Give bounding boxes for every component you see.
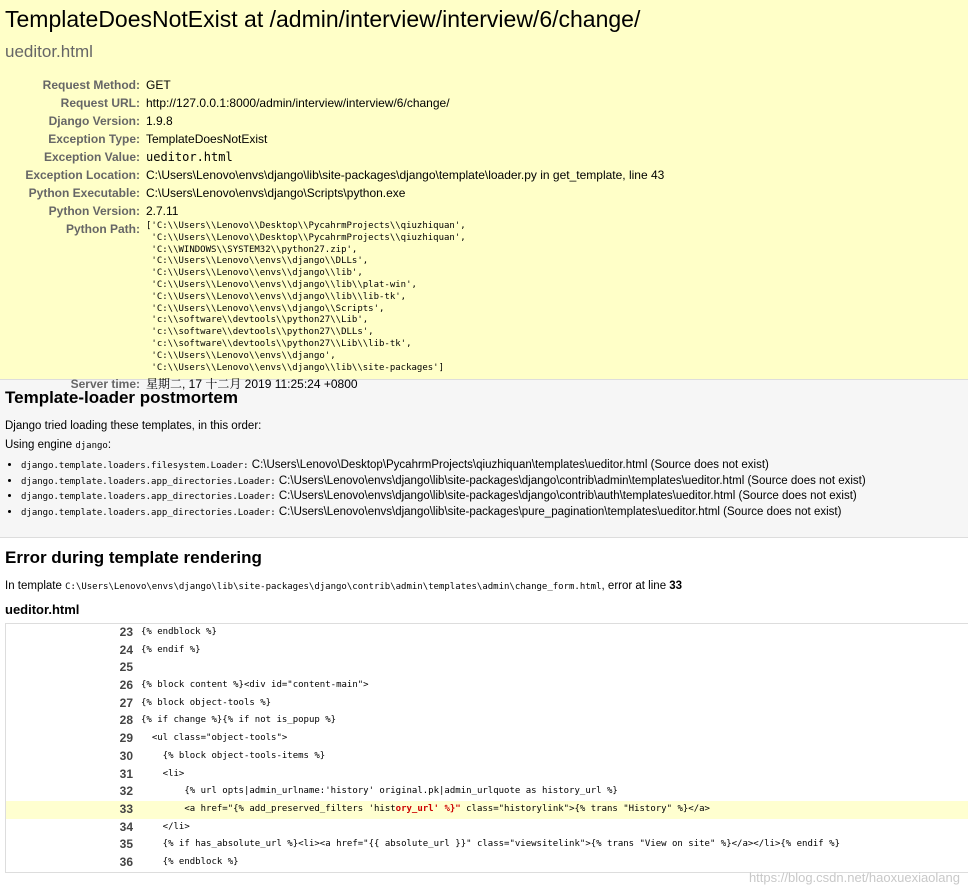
meta-value [146, 220, 664, 375]
template-loader-postmortem [0, 380, 968, 538]
source-line [6, 677, 968, 695]
loader-name: django.template.loaders.app_directories.Loader: [21, 476, 276, 487]
meta-label: Server time: [70, 377, 140, 392]
meta-label: Django Version: [48, 114, 140, 128]
line-code: {% endif %} [141, 644, 201, 655]
source-line [6, 819, 968, 837]
source-line [6, 730, 968, 748]
meta-value: C:\Users\Lenovo\envs\django\Scripts\python.exe [146, 186, 406, 200]
meta-row [5, 220, 664, 375]
line-code: {% if change %}{% if not is_popup %} [141, 715, 337, 726]
line-code: <li> [141, 768, 185, 779]
source-line [6, 766, 968, 784]
meta-label: Python Executable: [28, 186, 140, 200]
code-before: <a href="{% add_preserved_filters 'hist [141, 803, 396, 814]
meta-row [5, 130, 664, 148]
line-code: </li> [141, 821, 190, 832]
line-number: 30 [119, 748, 133, 763]
template-error-section [0, 538, 968, 873]
meta-row [5, 76, 664, 94]
template-error-location [5, 580, 968, 592]
line-number: 29 [119, 731, 133, 746]
meta-value: ueditor.html [146, 150, 233, 164]
line-number: 36 [119, 854, 133, 869]
template-source-heading: ueditor.html [5, 602, 80, 617]
template-source-listing[interactable] [5, 623, 968, 873]
line-number: 26 [119, 678, 133, 693]
meta-value: C:\Users\Lenovo\envs\django\lib\site-packages\django\template\loader.py in get_template, line 43 [146, 168, 665, 182]
python-path-list: ['C:\\Users\\Lenovo\\Desktop\\PycahrmProjects\\qiuzhiquan', 'C:\\Users\\Lenovo\\Desktop\\PycahrmProjects\\qiuzhiquan', 'C:\\WINDOWS\\SYSTEM32\\python27.zip', 'C:\\Users\\Lenovo\\envs\\django\\DLLs', 'C:\\Users\\Lenovo\\envs\\django\\lib', 'C:\\Users\\Lenovo\\envs\\django\\lib\\plat-win', 'C:\\Users\\Lenovo\\envs\\django\\lib\\lib-tk', 'C:\\Users\\Lenovo\\envs\\django\\Scripts', 'c:\\software\\devtools\\python27\\Lib', 'c:\\software\\devtools\\python27\\DLLs', 'c:\\software\\devtools\\python27\\Lib\\lib-tk', 'C:\\Users\\Lenovo\\envs\\django', 'C:\\Users\\Lenovo\\envs\\django\\lib\\site-packages'] [146, 221, 466, 373]
line-code: {% url opts|admin_urlname:'history' original.pk|admin_urlquote as history_url %} [141, 786, 618, 797]
loader-list [5, 458, 968, 520]
meta-row [5, 202, 664, 220]
meta-value: 2.7.11 [146, 204, 179, 218]
source-line [6, 854, 968, 872]
line-code: {% endblock %} [141, 627, 217, 637]
line-number: 33 [119, 801, 133, 816]
meta-label: Python Path: [66, 222, 140, 236]
watermark-text: https://blog.csdn.net/haoxuexiaolang [748, 870, 960, 885]
meta-value: GET [146, 78, 171, 92]
loader-name: django.template.loaders.app_directories.Loader: [21, 507, 276, 518]
line-code [141, 801, 710, 819]
summary-panel [0, 0, 968, 392]
page-title: TemplateDoesNotExist at /admin/interview/interview/6/change/ [5, 6, 641, 32]
postmortem-intro: Django tried loading these templates, in this order: [5, 420, 262, 432]
list-item [21, 505, 968, 521]
meta-label: Exception Type: [48, 132, 140, 146]
code-after: class="historylink">{% trans "History" %}</a> [460, 803, 710, 814]
line-code: <ul class="object-tools"> [141, 733, 288, 744]
loader-path: C:\Users\Lenovo\envs\django\lib\site-packages\pure_pagination\templates\ueditor.html (Source does not exist) [278, 505, 842, 518]
line-code: {% if has_absolute_url %}<li><a href="{{ absolute_url }}" class="viewsitelink">{% trans "View on site" %}</a></li>{% endif %} [141, 839, 840, 850]
error-line-number: 33 [669, 580, 683, 592]
line-code: {% endblock %} [141, 856, 239, 867]
meta-value: 1.9.8 [146, 114, 173, 128]
request-meta-table [5, 76, 664, 393]
meta-label: Request Method: [42, 78, 140, 92]
meta-label: Python Version: [48, 204, 140, 218]
template-error-heading: Error during template rendering [5, 548, 262, 567]
source-line [6, 659, 968, 677]
error-highlight: ory_url' %}" [395, 803, 461, 814]
line-number: 23 [119, 625, 133, 639]
engine-line [5, 439, 968, 451]
source-line [6, 783, 968, 801]
meta-value: TemplateDoesNotExist [146, 132, 268, 146]
engine-name: django [75, 441, 108, 451]
error-at-label: , error at line [601, 580, 670, 592]
engine-prefix: Using engine [5, 439, 76, 451]
in-template-label: In template [5, 580, 66, 592]
meta-label: Request URL: [60, 96, 140, 110]
source-line [6, 695, 968, 713]
list-item [21, 458, 968, 474]
meta-row [5, 94, 664, 112]
loader-name: django.template.loaders.app_directories.Loader: [21, 492, 276, 502]
list-item [21, 489, 968, 505]
line-number: 24 [119, 642, 133, 657]
line-number: 34 [119, 819, 133, 834]
source-line [6, 836, 968, 854]
line-number: 32 [119, 784, 133, 799]
source-line [6, 748, 968, 766]
loader-path: C:\Users\Lenovo\Desktop\PycahrmProjects\qiuzhiquan\templates\ueditor.html (Source does not exist) [251, 459, 769, 471]
meta-row [5, 184, 664, 202]
meta-label: Exception Value: [43, 150, 140, 164]
source-line-error [6, 801, 968, 819]
meta-row [5, 166, 664, 184]
source-line [6, 642, 968, 660]
line-code: {% block object-tools-items %} [141, 750, 326, 761]
meta-row [5, 112, 664, 130]
meta-label: Exception Location: [25, 168, 140, 182]
line-number: 28 [119, 713, 133, 728]
line-code: {% block object-tools %} [141, 697, 272, 708]
engine-suffix: : [107, 439, 112, 451]
meta-value: http://127.0.0.1:8000/admin/interview/interview/6/change/ [146, 96, 450, 110]
line-number: 27 [119, 695, 133, 710]
source-line [6, 624, 968, 642]
loader-path: C:\Users\Lenovo\envs\django\lib\site-packages\django\contrib\admin\templates\ueditor.html (Source does not exist) [278, 474, 866, 487]
line-code: {% block content %}<div id="content-main"> [141, 680, 369, 691]
loader-name: django.template.loaders.filesystem.Loader: [21, 461, 249, 471]
source-line [6, 712, 968, 730]
postmortem-heading: Template-loader postmortem [5, 388, 239, 407]
page-subtitle: ueditor.html [5, 42, 93, 61]
loader-path: C:\Users\Lenovo\envs\django\lib\site-packages\django\contrib\auth\templates\ueditor.html (Source does not exist) [278, 490, 857, 502]
line-number: 25 [119, 660, 133, 675]
line-number: 31 [119, 766, 133, 781]
line-number: 35 [119, 837, 133, 852]
meta-row [5, 148, 664, 166]
meta-value: 星期二, 17 十二月 2019 11:25:24 +0800 [146, 377, 358, 392]
list-item [21, 474, 968, 490]
template-path: C:\Users\Lenovo\envs\django\lib\site-packages\django\contrib\admin\templates\admin\change_form.html [65, 582, 602, 592]
